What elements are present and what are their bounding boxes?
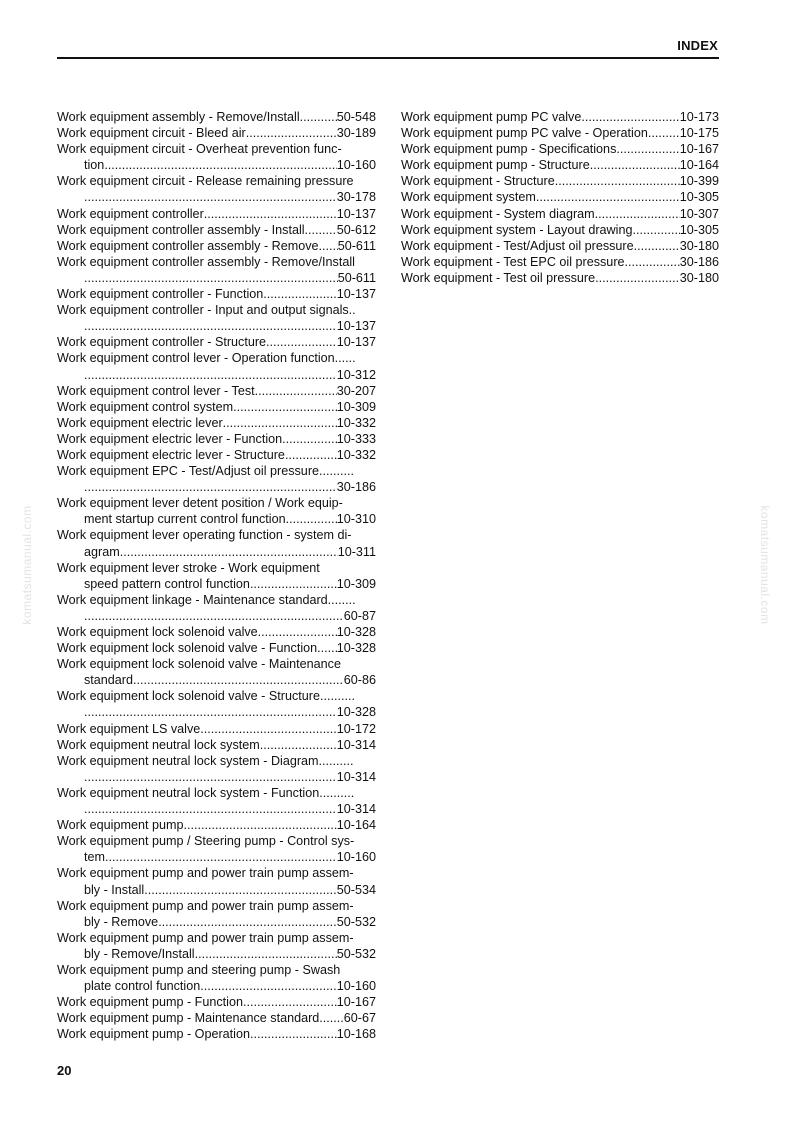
index-entry-text: Work equipment controller assembly - Install bbox=[57, 222, 305, 237]
index-entry-line bbox=[57, 125, 376, 141]
index-entry-line bbox=[57, 399, 376, 415]
index-entry-text: Work equipment circuit - Release remaining pressure bbox=[57, 174, 354, 189]
index-entry-text: tem bbox=[84, 850, 105, 865]
index-page-ref: 30-180 bbox=[679, 270, 719, 285]
dot-leader bbox=[84, 704, 337, 720]
index-entry-text: Work equipment pump / Steering pump - Control sys- bbox=[57, 834, 355, 849]
dot-leader bbox=[319, 1010, 344, 1026]
index-entry-line bbox=[57, 270, 376, 286]
index-page-ref: 50-611 bbox=[337, 238, 376, 253]
index-entry bbox=[57, 415, 376, 431]
index-entry-line bbox=[57, 544, 376, 560]
index-entry-text: Work equipment electric lever - Structure bbox=[57, 447, 285, 462]
index-entry bbox=[57, 238, 376, 254]
dot-leader bbox=[648, 125, 680, 141]
index-page-ref: 50-532 bbox=[336, 914, 376, 929]
index-entry bbox=[57, 656, 376, 688]
index-entry-text: Work equipment pump PC valve bbox=[401, 110, 582, 124]
dot-leader bbox=[260, 737, 337, 753]
index-entry-line bbox=[57, 753, 376, 769]
index-entry-text: Work equipment control lever - Operation function...... bbox=[57, 351, 356, 366]
index-entry-text: Work equipment pump PC valve - Operation bbox=[401, 126, 648, 141]
index-entry-line bbox=[401, 238, 719, 254]
index-entry bbox=[57, 898, 376, 930]
index-entry-text: Work equipment pump and steering pump - Swash bbox=[57, 962, 341, 977]
index-entry-text: Work equipment pump bbox=[57, 818, 184, 833]
index-entry-line bbox=[57, 511, 376, 527]
index-page-ref: 10-305 bbox=[679, 222, 719, 237]
index-entry bbox=[57, 592, 376, 624]
index-page-ref: 30-186 bbox=[336, 480, 376, 495]
dot-leader bbox=[282, 431, 337, 447]
index-page-ref: 10-137 bbox=[336, 287, 376, 302]
index-entry-text: plate control function bbox=[84, 979, 201, 994]
index-entry-line bbox=[57, 463, 376, 479]
index-entry-line bbox=[57, 495, 376, 511]
index-entry-text: bly - Remove bbox=[84, 914, 159, 929]
index-page-ref: 10-332 bbox=[336, 447, 376, 462]
index-entry bbox=[57, 640, 376, 656]
index-entry-line bbox=[57, 721, 376, 737]
index-entry-text: Work equipment system - Layout drawing bbox=[401, 222, 633, 237]
index-page-ref: 10-333 bbox=[336, 431, 376, 446]
index-entry-line bbox=[57, 608, 376, 624]
index-entry-text: Work equipment neutral lock system - Function.......... bbox=[57, 785, 355, 800]
dot-leader bbox=[223, 415, 337, 431]
index-entry bbox=[57, 721, 376, 737]
index-entry-text: Work equipment control lever - Test bbox=[57, 383, 255, 398]
index-entry bbox=[57, 334, 376, 350]
dot-leader bbox=[158, 914, 337, 930]
index-entry-text: Work equipment pump and power train pump assem- bbox=[57, 866, 354, 881]
index-entry bbox=[57, 785, 376, 817]
index-entry bbox=[57, 865, 376, 897]
index-page-ref: 10-307 bbox=[679, 206, 719, 221]
index-entry-line bbox=[57, 865, 376, 881]
index-page-ref: 50-612 bbox=[336, 222, 376, 237]
dot-leader bbox=[120, 544, 338, 560]
header-rule bbox=[57, 57, 719, 59]
index-entry-line bbox=[57, 576, 376, 592]
index-page-ref: 10-314 bbox=[336, 737, 376, 752]
dot-leader bbox=[84, 769, 337, 785]
index-page-ref: 10-160 bbox=[336, 158, 376, 173]
index-page-ref: 10-164 bbox=[679, 158, 719, 173]
index-page-ref: 30-178 bbox=[336, 190, 376, 205]
index-entry-text: Work equipment lock solenoid valve - Structure.......... bbox=[57, 689, 355, 704]
index-entry-text: speed pattern control function bbox=[84, 576, 250, 591]
index-entry-text: Work equipment controller assembly - Remove/Install bbox=[57, 254, 355, 269]
index-entry-line bbox=[401, 141, 719, 157]
index-entry-line bbox=[57, 672, 376, 688]
index-entry-line bbox=[57, 157, 376, 173]
index-entry-text: Work equipment system bbox=[401, 190, 536, 205]
index-page-ref: 50-611 bbox=[337, 270, 376, 285]
index-entry-line bbox=[57, 688, 376, 704]
dot-leader bbox=[536, 189, 680, 205]
dot-leader bbox=[286, 511, 337, 527]
index-entry bbox=[57, 206, 376, 222]
index-entry-line bbox=[401, 109, 719, 125]
index-entry-line bbox=[57, 785, 376, 801]
index-entry-text: Work equipment EPC - Test/Adjust oil pressure.......... bbox=[57, 464, 355, 479]
index-page-ref: 10-309 bbox=[336, 399, 376, 414]
index-entry bbox=[57, 560, 376, 592]
index-entry-text: Work equipment assembly - Remove/Install bbox=[57, 110, 300, 124]
index-entry-line bbox=[57, 222, 376, 238]
index-entry-line bbox=[57, 447, 376, 463]
index-entry-line bbox=[401, 157, 719, 173]
index-entry bbox=[57, 302, 376, 334]
index-entry bbox=[57, 350, 376, 382]
index-entry bbox=[57, 737, 376, 753]
index-entry-line bbox=[57, 527, 376, 543]
index-entry-text: bly - Install bbox=[84, 882, 145, 897]
index-page-ref: 10-137 bbox=[336, 206, 376, 221]
index-entry-text: Work equipment controller - Structure bbox=[57, 335, 267, 350]
index-entry-text: ment startup current control function bbox=[84, 512, 286, 527]
index-entry-text: Work equipment linkage - Maintenance standard........ bbox=[57, 592, 356, 607]
dot-leader bbox=[300, 109, 337, 125]
index-entry-line bbox=[57, 1026, 376, 1042]
index-entry-line bbox=[57, 898, 376, 914]
index-entry bbox=[57, 962, 376, 994]
index-entry-text: bly - Remove/Install bbox=[84, 946, 195, 961]
index-page-ref: 10-160 bbox=[336, 979, 376, 994]
dot-leader bbox=[285, 447, 337, 463]
index-page-ref: 30-207 bbox=[336, 383, 376, 398]
index-entry-text: Work equipment controller - Function bbox=[57, 287, 264, 302]
dot-leader bbox=[204, 206, 337, 222]
index-entry bbox=[57, 141, 376, 173]
dot-leader bbox=[581, 109, 679, 125]
index-entry bbox=[401, 125, 719, 141]
index-page-ref: 30-189 bbox=[336, 126, 376, 141]
index-entry bbox=[57, 125, 376, 141]
index-entry bbox=[401, 173, 719, 189]
index-entry-text: Work equipment control system bbox=[57, 399, 234, 414]
dot-leader bbox=[319, 238, 338, 254]
index-entry bbox=[57, 994, 376, 1010]
index-entry bbox=[57, 1010, 376, 1026]
index-entry-line bbox=[57, 882, 376, 898]
index-entry-line bbox=[57, 238, 376, 254]
index-entry-text: Work equipment lever operating function - system di- bbox=[57, 528, 352, 543]
index-entry-line bbox=[57, 592, 376, 608]
dot-leader bbox=[105, 849, 337, 865]
index-entry-line bbox=[57, 962, 376, 978]
index-entry-line bbox=[57, 286, 376, 302]
index-entry bbox=[57, 447, 376, 463]
index-entry bbox=[57, 527, 376, 559]
index-page-ref: 10-164 bbox=[336, 818, 376, 833]
dot-leader bbox=[133, 672, 344, 688]
index-page-ref: 10-305 bbox=[679, 190, 719, 205]
index-page-ref: 10-137 bbox=[336, 335, 376, 350]
index-entry-text: Work equipment neutral lock system - Diagram.......... bbox=[57, 753, 354, 768]
index-entry-line bbox=[57, 801, 376, 817]
index-entry bbox=[57, 173, 376, 205]
index-entry-text: agram bbox=[84, 544, 120, 559]
index-entry bbox=[401, 270, 719, 286]
dot-leader bbox=[590, 157, 680, 173]
index-page-ref: 10-137 bbox=[336, 319, 376, 334]
index-page-ref: 10-312 bbox=[336, 367, 376, 382]
index-page-ref: 10-309 bbox=[336, 576, 376, 591]
index-entry-text: Work equipment lock solenoid valve - Maintenance bbox=[57, 657, 341, 672]
index-entry-line bbox=[57, 914, 376, 930]
index-entry-line bbox=[57, 415, 376, 431]
index-page-ref: 10-328 bbox=[336, 625, 376, 639]
index-entry bbox=[401, 157, 719, 173]
dot-leader bbox=[144, 882, 337, 898]
index-page-ref: 30-180 bbox=[679, 238, 719, 253]
dot-leader bbox=[84, 608, 344, 624]
index-entry-text: Work equipment - Test EPC oil pressure bbox=[401, 254, 625, 269]
index-entry-text: Work equipment lever stroke - Work equipment bbox=[57, 560, 320, 575]
index-entry bbox=[401, 141, 719, 157]
index-page-ref: 10-399 bbox=[679, 174, 719, 189]
index-page-ref: 10-172 bbox=[336, 721, 376, 736]
index-page-ref: 10-328 bbox=[336, 641, 376, 656]
index-entry bbox=[57, 254, 376, 286]
index-entry-text: Work equipment controller - Input and output signals.. bbox=[57, 303, 356, 318]
index-page-ref: 60-86 bbox=[343, 673, 376, 688]
index-entry-text: Work equipment controller assembly - Remove bbox=[57, 238, 319, 253]
index-entry-text: Work equipment pump - Specifications bbox=[401, 142, 617, 157]
index-page-ref: 10-328 bbox=[336, 705, 376, 720]
dot-leader bbox=[255, 383, 337, 399]
index-entry-text: Work equipment LS valve bbox=[57, 721, 201, 736]
index-entry-line bbox=[57, 624, 376, 640]
dot-leader bbox=[84, 318, 337, 334]
index-page-ref: 60-87 bbox=[343, 608, 376, 623]
index-entry bbox=[57, 463, 376, 495]
index-page-ref: 10-311 bbox=[337, 544, 376, 559]
index-entry-line bbox=[57, 1010, 376, 1026]
index-page-ref: 10-314 bbox=[336, 802, 376, 817]
index-entry-line bbox=[57, 946, 376, 962]
index-entry bbox=[401, 206, 719, 222]
index-entry bbox=[57, 688, 376, 720]
index-entry-line bbox=[57, 737, 376, 753]
index-page-ref: 10-175 bbox=[679, 126, 719, 141]
index-header-title: INDEX bbox=[677, 38, 718, 53]
dot-leader bbox=[305, 222, 337, 238]
index-page-ref: 30-186 bbox=[679, 254, 719, 269]
index-entry-text: Work equipment pump - Function bbox=[57, 995, 243, 1010]
dot-leader bbox=[243, 994, 337, 1010]
index-page-ref: 60-67 bbox=[343, 1011, 376, 1026]
index-entry-line bbox=[401, 173, 719, 189]
dot-leader bbox=[250, 1026, 337, 1042]
index-entry-line bbox=[401, 125, 719, 141]
dot-leader bbox=[266, 334, 337, 350]
index-entry bbox=[401, 238, 719, 254]
index-entry-text: Work equipment pump - Maintenance standard bbox=[57, 1011, 320, 1026]
index-entry-text: Work equipment pump - Operation bbox=[57, 1027, 250, 1042]
dot-leader bbox=[246, 125, 337, 141]
index-page-ref: 10-173 bbox=[679, 110, 719, 124]
index-entry-line bbox=[57, 817, 376, 833]
index-entry-text: Work equipment neutral lock system bbox=[57, 737, 260, 752]
index-entry bbox=[57, 817, 376, 833]
dot-leader bbox=[233, 399, 337, 415]
index-entry-line bbox=[401, 206, 719, 222]
index-entry bbox=[57, 222, 376, 238]
index-entry bbox=[401, 254, 719, 270]
dot-leader bbox=[84, 801, 337, 817]
dot-leader bbox=[104, 157, 336, 173]
index-entry-text: Work equipment circuit - Overheat prevention func- bbox=[57, 142, 342, 157]
page-number: 20 bbox=[57, 1063, 72, 1078]
dot-leader bbox=[317, 640, 337, 656]
index-entry-line bbox=[401, 270, 719, 286]
index-entry-line bbox=[57, 206, 376, 222]
index-entry bbox=[57, 753, 376, 785]
index-entry-line bbox=[401, 189, 719, 205]
dot-leader bbox=[183, 817, 336, 833]
index-entry bbox=[57, 399, 376, 415]
index-entry-text: Work equipment lever detent position / Work equip- bbox=[57, 496, 343, 511]
index-page-ref: 50-548 bbox=[336, 110, 376, 124]
index-entry-line bbox=[57, 560, 376, 576]
dot-leader bbox=[84, 479, 337, 495]
dot-leader bbox=[595, 206, 680, 222]
index-entry bbox=[57, 833, 376, 865]
dot-leader bbox=[84, 367, 337, 383]
index-page-ref: 10-167 bbox=[336, 995, 376, 1010]
index-entry-text: tion bbox=[84, 158, 105, 173]
index-entry-line bbox=[57, 334, 376, 350]
dot-leader bbox=[200, 721, 337, 737]
index-page-ref: 10-168 bbox=[336, 1027, 376, 1042]
index-entry-text: Work equipment - Test oil pressure bbox=[401, 270, 596, 285]
index-entry bbox=[401, 189, 719, 205]
index-entry bbox=[57, 109, 376, 125]
dot-leader bbox=[634, 238, 680, 254]
index-entry-line bbox=[57, 640, 376, 656]
watermark-right: komatsumanual.com bbox=[758, 505, 772, 625]
index-entry bbox=[57, 383, 376, 399]
dot-leader bbox=[555, 173, 680, 189]
index-entry-line bbox=[57, 109, 376, 125]
index-entry bbox=[401, 222, 719, 238]
index-entry-text: standard bbox=[84, 673, 134, 688]
index-entry-line bbox=[57, 978, 376, 994]
index-entry bbox=[401, 109, 719, 125]
index-page-ref: 10-160 bbox=[336, 850, 376, 865]
watermark-left: komatsumanual.com bbox=[20, 505, 34, 625]
index-entry-line bbox=[57, 769, 376, 785]
dot-leader bbox=[595, 270, 680, 286]
dot-leader bbox=[632, 222, 679, 238]
dot-leader bbox=[625, 254, 680, 270]
index-entry-line bbox=[57, 930, 376, 946]
index-entry-line bbox=[57, 254, 376, 270]
index-page-ref: 10-314 bbox=[336, 769, 376, 784]
index-entry-line bbox=[57, 704, 376, 720]
index-entry-text: Work equipment - Structure bbox=[401, 174, 555, 189]
index-entry bbox=[57, 495, 376, 527]
index-entry-line bbox=[401, 222, 719, 238]
index-entry-line bbox=[57, 302, 376, 318]
index-entry-line bbox=[57, 479, 376, 495]
index-entry-text: Work equipment controller bbox=[57, 206, 204, 221]
index-entry-text: Work equipment pump and power train pump assem- bbox=[57, 898, 354, 913]
index-entry-line bbox=[57, 994, 376, 1010]
dot-leader bbox=[616, 141, 679, 157]
index-entry bbox=[57, 431, 376, 447]
index-entry bbox=[57, 624, 376, 640]
index-entry-line bbox=[57, 141, 376, 157]
dot-leader bbox=[200, 978, 337, 994]
index-page-ref: 10-310 bbox=[336, 512, 376, 527]
index-entry-line bbox=[57, 367, 376, 383]
index-entry-line bbox=[57, 431, 376, 447]
index-entry bbox=[57, 286, 376, 302]
dot-leader bbox=[250, 576, 337, 592]
index-page-ref: 50-532 bbox=[336, 946, 376, 961]
index-entry-text: Work equipment electric lever - Function bbox=[57, 431, 283, 446]
index-entry-line bbox=[57, 849, 376, 865]
index-page-ref: 10-167 bbox=[679, 142, 719, 157]
dot-leader bbox=[84, 189, 337, 205]
index-entry-line bbox=[57, 656, 376, 672]
dot-leader bbox=[258, 624, 337, 640]
index-entry-text: Work equipment - System diagram bbox=[401, 206, 595, 221]
index-entry-line bbox=[57, 350, 376, 366]
index-entry bbox=[57, 930, 376, 962]
index-column-left bbox=[57, 109, 376, 1042]
index-entry-text: Work equipment lock solenoid valve - Function bbox=[57, 641, 318, 656]
index-entry-line bbox=[57, 833, 376, 849]
index-entry-text: Work equipment lock solenoid valve bbox=[57, 625, 258, 639]
index-entry-text: Work equipment circuit - Bleed air bbox=[57, 126, 246, 141]
index-entry-line bbox=[57, 318, 376, 334]
dot-leader bbox=[84, 270, 338, 286]
index-page-ref: 50-534 bbox=[336, 882, 376, 897]
index-entry-line bbox=[57, 189, 376, 205]
index-entry-text: Work equipment - Test/Adjust oil pressure bbox=[401, 238, 634, 253]
index-page-ref: 10-332 bbox=[336, 415, 376, 430]
dot-leader bbox=[195, 946, 337, 962]
index-entry-line bbox=[57, 173, 376, 189]
index-entry-text: Work equipment electric lever bbox=[57, 415, 223, 430]
index-column-right bbox=[401, 109, 719, 286]
index-entry-line bbox=[401, 254, 719, 270]
index-entry-text: Work equipment pump - Structure bbox=[401, 158, 590, 173]
index-entry-line bbox=[57, 383, 376, 399]
dot-leader bbox=[263, 286, 337, 302]
index-entry-text: Work equipment pump and power train pump assem- bbox=[57, 930, 354, 945]
index-entry bbox=[57, 1026, 376, 1042]
